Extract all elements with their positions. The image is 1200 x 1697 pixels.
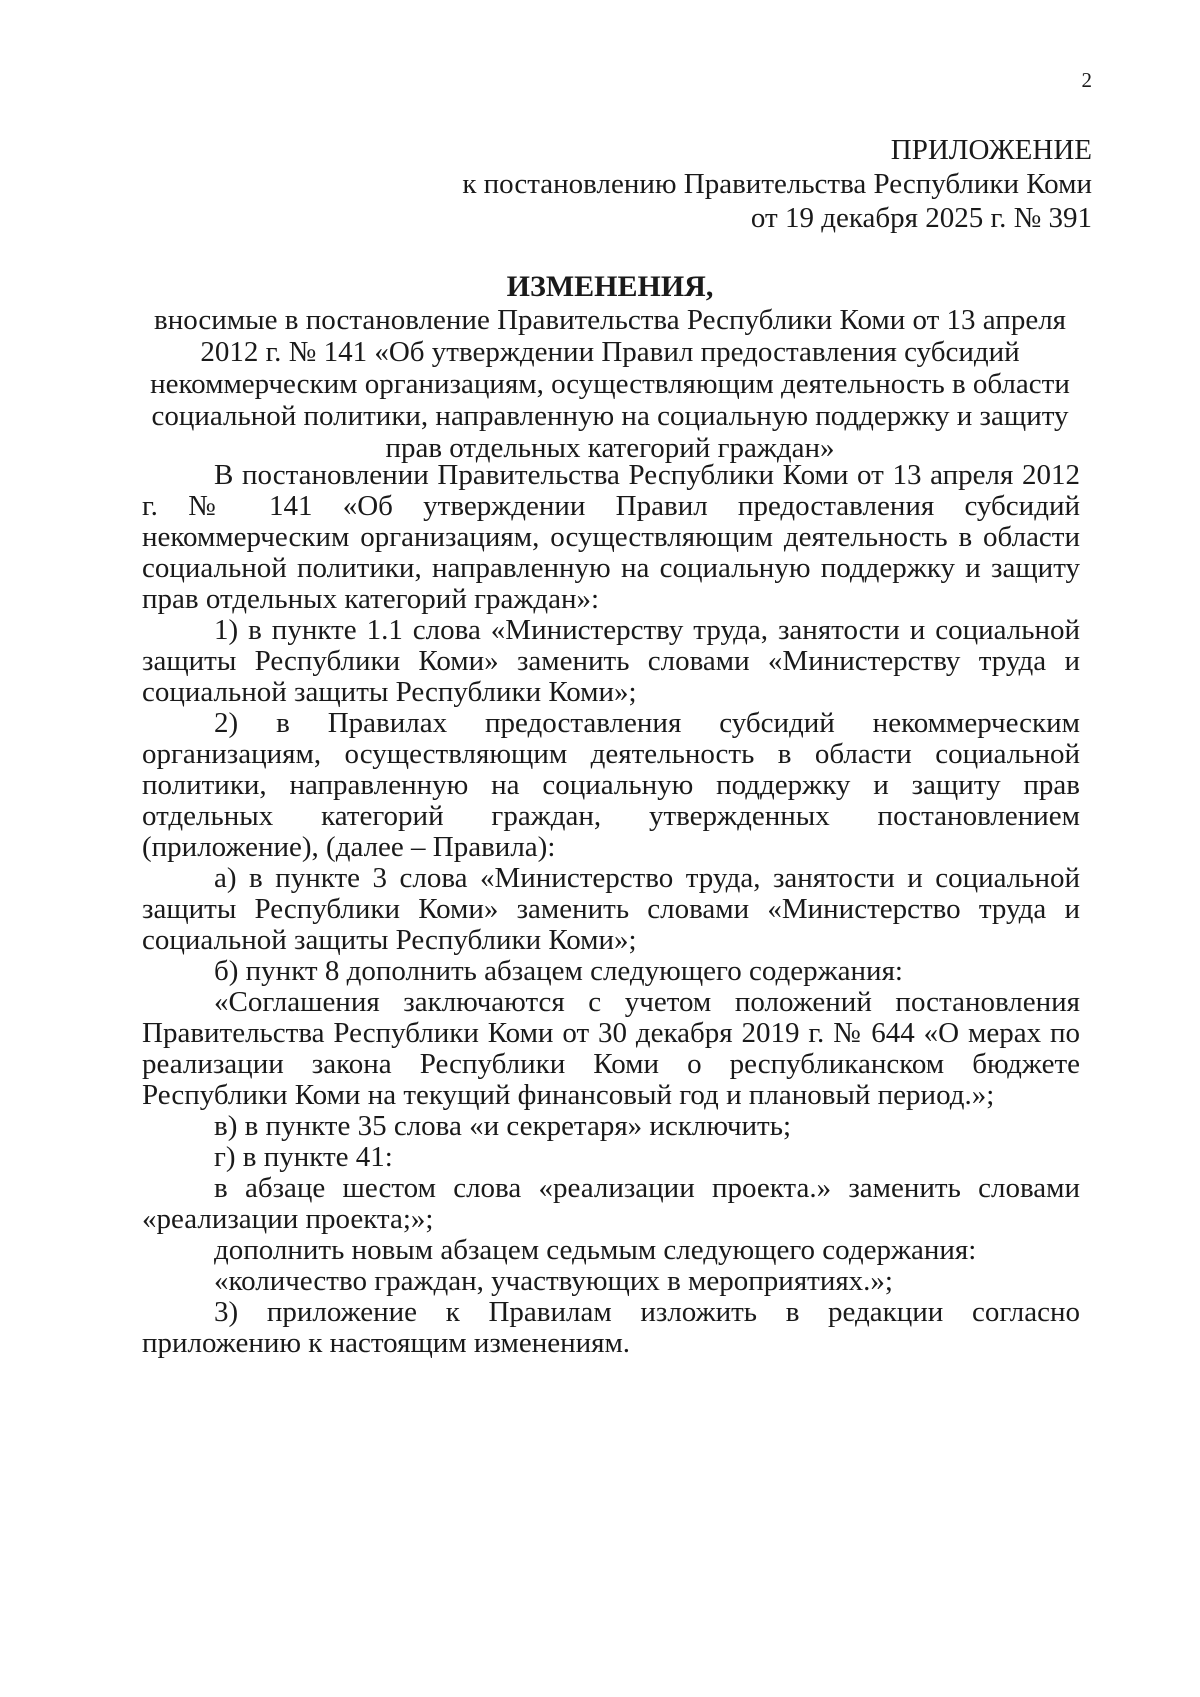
- paragraph-agreements-quote: «Соглашения заключаются с учетом положений постановления Правительства Республики Коми от 30 декабря 2019 г. № 644 «О мерах по реализации закона Республики Коми о республиканском бюджете Республики Коми на текущий финансовый год и плановый период.»;: [142, 986, 1080, 1111]
- paragraph-item-b: б) пункт 8 дополнить абзацем следующего содержания:: [214, 955, 903, 987]
- paragraph-sixth-abzac: в абзаце шестом слова «реализации проекта.» заменить словами «реализации проекта;»;: [142, 1172, 1080, 1235]
- appendix-line-2: от 19 декабря 2025 г. № 391: [750, 202, 1092, 234]
- paragraph-item-g: г) в пункте 41:: [214, 1141, 393, 1173]
- appendix-line-1: к постановлению Правительства Республики Коми: [462, 168, 1092, 200]
- appendix-header: [462, 133, 1092, 235]
- heading-title: ИЗМЕНЕНИЯ,: [506, 270, 714, 303]
- paragraph-item-a: а) в пункте 3 слова «Министерство труда, занятости и социальной защиты Республики Коми» заменить словами «Министерство труда и социальной защиты Республики Коми»;: [142, 862, 1080, 956]
- document-body: [142, 460, 1080, 1359]
- paragraph-item-3: 3) приложение к Правилам изложить в редакции согласно приложению к настоящим изменениям.: [142, 1296, 1080, 1359]
- paragraph-participants-quote: «количество граждан, участвующих в мероприятиях.»;: [214, 1265, 893, 1297]
- paragraph-seventh-abzac: дополнить новым абзацем седьмым следующего содержания:: [214, 1234, 977, 1266]
- page-number: 2: [1081, 68, 1092, 92]
- paragraph-intro: В постановлении Правительства Республики Коми от 13 апреля 2012 г. № 141 «Об утверждении Правил предоставления субсидий некоммерческим организациям, осуществляющим деятельность в области социальной политики, направленную на социальную поддержку и защиту прав отдельных категорий граждан»:: [142, 459, 1080, 615]
- appendix-title: ПРИЛОЖЕНИЕ: [890, 134, 1092, 166]
- paragraph-item-1: 1) в пункте 1.1 слова «Министерству труда, занятости и социальной защиты Республики Коми» заменить словами «Министерству труда и социальной защиты Республики Коми»;: [142, 614, 1080, 708]
- paragraph-item-2: 2) в Правилах предоставления субсидий некоммерческим организациям, осуществляющим деятельность в области социальной политики, направленную на социальную поддержку и защиту прав отдельных категорий граждан, утвержденных постановлением (приложение), (далее – Правила):: [142, 707, 1080, 863]
- heading-subtitle: вносимые в постановление Правительства Республики Коми от 13 апреля 2012 г. № 141 «Об утверждении Правил предоставления субсидий некоммерческим организациям, осуществляющим деятельность в области социальной политики, направленную на социальную поддержку и защиту прав отдельных категорий граждан»: [150, 304, 1070, 464]
- paragraph-item-v: в) в пункте 35 слова «и секретаря» исключить;: [214, 1110, 791, 1142]
- document-heading: [140, 270, 1080, 464]
